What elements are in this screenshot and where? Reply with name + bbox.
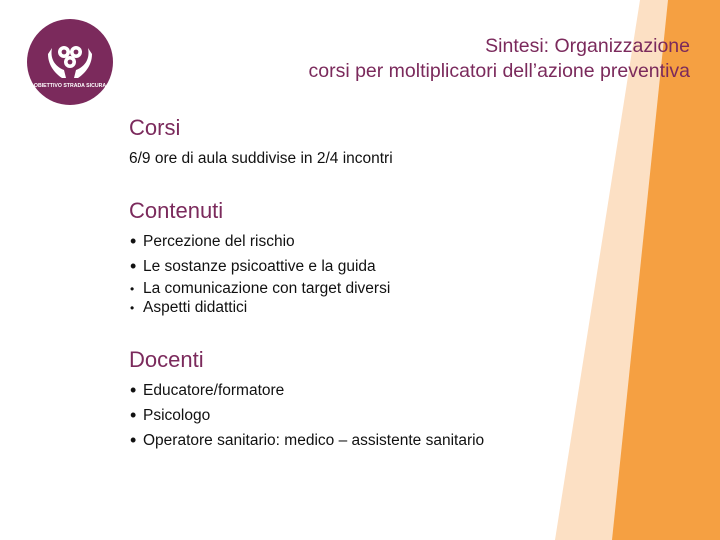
list-item	[129, 378, 689, 403]
bullet-icon: •	[130, 405, 137, 425]
list-item	[129, 403, 689, 428]
logo	[26, 18, 114, 106]
bullet-icon: •	[130, 301, 135, 315]
list-item-text: Operatore sanitario: medico – assistente sanitario	[143, 432, 485, 449]
slide-title	[150, 34, 690, 84]
list-item-text: La comunicazione con target diversi	[143, 280, 391, 297]
corsi-text: 6/9 ore di aula suddivise in 2/4 incontri	[129, 150, 393, 167]
contenuti-list-main	[129, 229, 689, 279]
bullet-icon: •	[130, 282, 135, 296]
bullet-icon: •	[130, 380, 137, 400]
contenuti-list-secondary	[129, 279, 689, 317]
list-item	[129, 279, 689, 298]
slide-title-line-2: corsi per moltiplicatori dell’azione preventiva	[308, 60, 690, 82]
list-item	[129, 298, 689, 317]
list-item-text: Aspetti didattici	[143, 299, 248, 316]
list-item-text: Le sostanze psicoattive e la guida	[143, 258, 376, 275]
list-item	[129, 254, 689, 279]
section-heading-docenti: Docenti	[129, 347, 204, 372]
list-item-text: Percezione del rischio	[143, 233, 295, 250]
docenti-list	[129, 378, 689, 453]
logo-text: OBIETTIVO STRADA SICURA	[33, 83, 107, 89]
list-item	[129, 229, 689, 254]
slide-content	[129, 114, 689, 453]
list-item	[129, 428, 689, 453]
list-item-text: Psicologo	[143, 407, 211, 424]
section-heading-contenuti: Contenuti	[129, 198, 224, 223]
bullet-icon: •	[130, 231, 137, 251]
bullet-icon: •	[130, 256, 137, 276]
section-docenti	[129, 346, 689, 453]
section-heading-corsi: Corsi	[129, 115, 181, 140]
hands-holding-heart-icon	[26, 18, 114, 106]
list-item-text: Educatore/formatore	[143, 382, 285, 399]
slide-title-line-1: Sintesi: Organizzazione	[485, 35, 690, 57]
section-corsi	[129, 114, 689, 170]
section-contenuti	[129, 197, 689, 317]
bullet-icon: •	[130, 430, 137, 450]
